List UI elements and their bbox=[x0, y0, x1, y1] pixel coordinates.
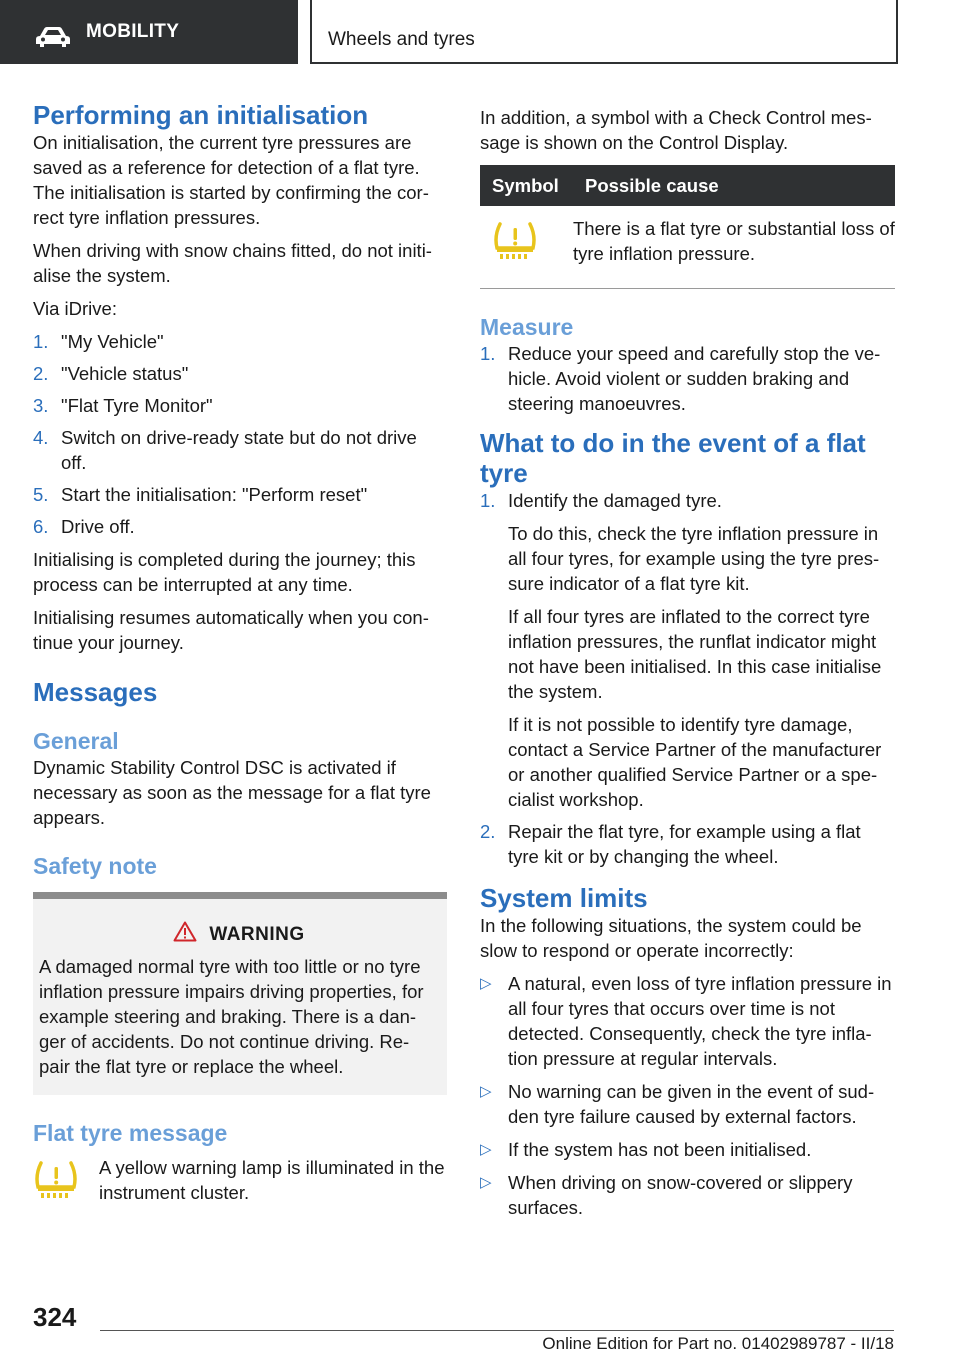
step-number: 1. bbox=[480, 490, 496, 511]
step-text: Identify the damaged tyre. bbox=[508, 490, 722, 511]
list-text: A natural, even loss of tyre inflation pressure in all four tyres that occurs over time is not detected. Consequently, check the tyre infla- tion pressure at regular intervals. bbox=[508, 973, 892, 1069]
step-text: Switch on drive-ready state but do not drive off. bbox=[61, 427, 417, 473]
symbol-cell bbox=[480, 206, 573, 289]
step-number: 2. bbox=[480, 821, 496, 842]
list-text: When driving on snow-covered or slippery surfaces. bbox=[508, 1172, 853, 1218]
step-number: 2. bbox=[33, 363, 49, 384]
table-header-row bbox=[480, 165, 895, 206]
initialisation-steps bbox=[33, 329, 447, 539]
list-item bbox=[480, 1170, 895, 1220]
heading-initialisation: Performing an initialisation bbox=[33, 100, 369, 130]
edition-link[interactable]: Online Edition for Part no. 01402989787 - II/18 bbox=[542, 1334, 894, 1353]
chapter-title: Wheels and tyres bbox=[328, 29, 475, 50]
step-text: Repair the flat tyre, for example using a flat tyre kit or by changing the wheel. bbox=[508, 821, 861, 867]
heading-system-limits: System limits bbox=[480, 883, 648, 913]
footer-divider bbox=[100, 1330, 894, 1331]
list-item bbox=[480, 819, 895, 869]
step-text: "Flat Tyre Monitor" bbox=[61, 395, 213, 416]
step-text: To do this, check the tyre inflation pressure in all four tyres, for example using the tyre pres- sure indicator of a flat tyre kit. bbox=[508, 523, 880, 594]
heading-flat-tyre-message: Flat tyre message bbox=[33, 1120, 228, 1146]
step-text: Drive off. bbox=[61, 516, 135, 537]
bullet-triangle-icon: ▷ bbox=[480, 975, 492, 992]
list-item bbox=[480, 488, 895, 812]
list-item bbox=[33, 329, 447, 354]
chapter-tab bbox=[310, 0, 898, 64]
list-item bbox=[33, 393, 447, 418]
car-icon bbox=[36, 27, 70, 53]
paragraph: In the following situations, the system could be slow to respond or operate incorrectly: bbox=[480, 915, 862, 961]
section-title: MOBILITY bbox=[86, 21, 180, 42]
list-text: No warning can be given in the event of sud- den tyre failure caused by external factors. bbox=[508, 1081, 875, 1127]
step-text: If it is not possible to identify tyre damage, contact a Service Partner of the manufacturer or another qualified Service Partner or a spe- cialist workshop. bbox=[508, 714, 882, 810]
column-header-symbol: Symbol bbox=[480, 165, 573, 206]
list-item bbox=[33, 425, 447, 475]
warning-lamp-row bbox=[33, 1155, 447, 1207]
heading-safety-note: Safety note bbox=[33, 853, 157, 879]
heading-what-to-do: What to do in the event of a flat tyre bbox=[480, 428, 866, 488]
step-number: 1. bbox=[33, 331, 49, 352]
step-text: Reduce your speed and carefully stop the ve- hicle. Avoid violent or sudden braking and steering manoeuvres. bbox=[508, 343, 881, 414]
step-text: If all four tyres are inflated to the correct tyre inflation pressures, the runflat indicator might not have been initialised. In this case initialise the system. bbox=[508, 606, 882, 702]
bullet-triangle-icon: ▷ bbox=[480, 1174, 492, 1191]
warning-text: A damaged normal tyre with too little or no tyre inflation pressure impairs driving properties, for example steering and braking. There is a dan- ger of accidents. Do not continue driving. Re- pair the flat tyre or replace the wheel. bbox=[39, 956, 424, 1077]
table-row bbox=[480, 206, 895, 289]
list-item bbox=[33, 361, 447, 386]
step-text: Start the initialisation: "Perform reset" bbox=[61, 484, 368, 505]
step-text: "Vehicle status" bbox=[61, 363, 189, 384]
warning-title: WARNING bbox=[209, 924, 305, 945]
list-item bbox=[480, 1079, 895, 1129]
paragraph: A yellow warning lamp is illuminated in the instrument cluster. bbox=[99, 1157, 445, 1203]
paragraph: Via iDrive: bbox=[33, 298, 117, 319]
right-column bbox=[480, 105, 895, 1228]
list-item bbox=[33, 514, 447, 539]
left-column bbox=[33, 100, 447, 1207]
paragraph: In addition, a symbol with a Check Control mes- sage is shown on the Control Display. bbox=[480, 107, 872, 153]
tyre-pressure-warning-lamp-icon bbox=[33, 1155, 99, 1207]
bullet-triangle-icon: ▷ bbox=[480, 1083, 492, 1100]
heading-general: General bbox=[33, 728, 119, 754]
step-number: 6. bbox=[33, 516, 49, 537]
paragraph: When driving with snow chains fitted, do not initi- alise the system. bbox=[33, 240, 432, 286]
tyre-pressure-warning-icon bbox=[492, 245, 538, 266]
bullet-triangle-icon: ▷ bbox=[480, 1141, 492, 1158]
column-header-cause: Possible cause bbox=[573, 165, 895, 206]
warning-box bbox=[33, 892, 447, 1095]
paragraph: Initialising is completed during the journey; this process can be interrupted at any time. bbox=[33, 549, 416, 595]
list-item bbox=[480, 1137, 895, 1162]
step-number: 5. bbox=[33, 484, 49, 505]
warning-header bbox=[39, 921, 439, 948]
section-tab bbox=[0, 0, 298, 64]
list-item bbox=[33, 482, 447, 507]
step-number: 4. bbox=[33, 427, 49, 448]
list-item bbox=[480, 341, 895, 416]
heading-measure: Measure bbox=[480, 314, 574, 340]
page-number: 324 bbox=[33, 1302, 77, 1332]
cause-cell: There is a flat tyre or substantial loss of tyre inflation pressure. bbox=[573, 206, 895, 289]
paragraph: Initialising resumes automatically when you con- tinue your journey. bbox=[33, 607, 429, 653]
paragraph: On initialisation, the current tyre pressures are saved as a reference for detection of a flat tyre. The initialisation is started by confirming the cor- rect tyre inflation pressures. bbox=[33, 132, 429, 228]
heading-messages: Messages bbox=[33, 677, 158, 707]
measure-steps bbox=[480, 341, 895, 416]
step-text: "My Vehicle" bbox=[61, 331, 164, 352]
flat-tyre-steps bbox=[480, 488, 895, 869]
system-limits-list bbox=[480, 971, 895, 1220]
paragraph: Dynamic Stability Control DSC is activated if necessary as soon as the message for a flat tyre appears. bbox=[33, 757, 431, 828]
step-number: 1. bbox=[480, 343, 496, 364]
warning-triangle-icon bbox=[173, 921, 197, 948]
list-item bbox=[480, 971, 895, 1071]
list-text: If the system has not been initialised. bbox=[508, 1139, 812, 1160]
step-number: 3. bbox=[33, 395, 49, 416]
symbol-table bbox=[480, 165, 895, 289]
